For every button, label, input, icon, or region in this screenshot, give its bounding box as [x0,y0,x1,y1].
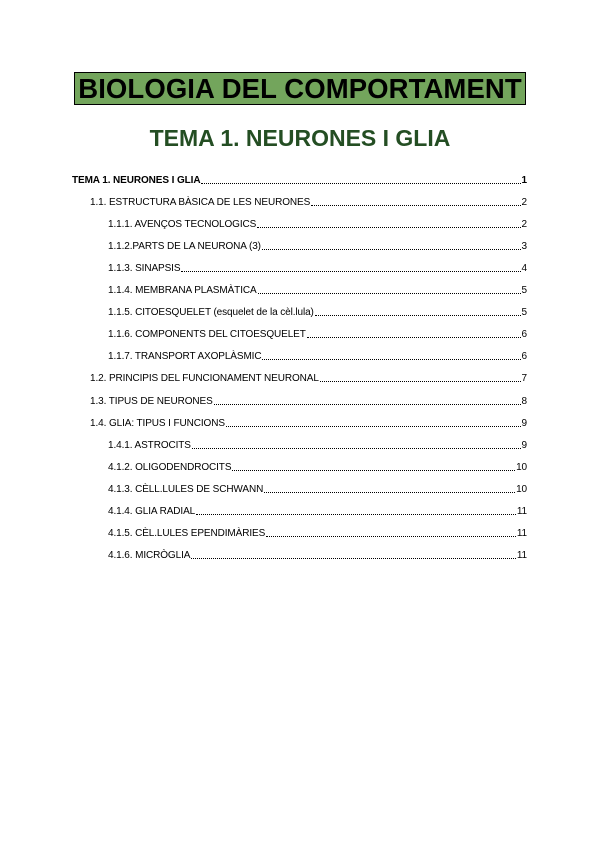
toc-entry-title: 1.1.4. MEMBRANA PLASMÀTICA [108,285,257,297]
toc-entry-page-number: 10 [516,461,527,473]
toc-dot-leader [196,513,516,515]
toc-entry-page-number: 10 [516,483,527,495]
toc-entry[interactable] [108,545,527,567]
toc-entry-title: 4.1.2. OLIGODENDROCITS [108,461,232,473]
toc-entry-page-number: 5 [521,285,527,297]
toc-dot-leader [192,447,521,449]
toc-dot-leader [181,270,520,272]
document-title: BIOLOGIA DEL COMPORTAMENT [74,72,526,105]
document-title-wrapper [0,72,600,105]
toc-entry-page-number: 1 [521,175,527,186]
toc-dot-leader [266,535,516,537]
toc-entry-page-number: 2 [521,197,527,209]
toc-entry[interactable] [108,324,527,346]
toc-entry-title: 1.1.7. TRANSPORT AXOPLÀSMIC [108,351,262,363]
toc-entry[interactable] [108,479,527,501]
toc-dot-leader [191,557,515,559]
toc-entry-title: 1.1. ESTRUCTURA BÀSICA DE LES NEURONES [90,197,311,209]
toc-dot-leader [262,248,521,250]
toc-entry-title: 1.2. PRINCIPIS DEL FUNCIONAMENT NEURONAL [90,373,319,385]
toc-entry-title: 4.1.6. MICRÒGLIA [108,549,191,561]
toc-entry-page-number: 9 [521,417,527,429]
toc-entry-title: 4.1.4. GLIA RADIAL [108,505,196,517]
toc-entry-page-number: 3 [521,241,527,253]
toc-dot-leader [264,491,515,493]
toc-entry[interactable] [108,302,527,324]
toc-entry[interactable] [108,501,527,523]
toc-entry[interactable] [108,258,527,280]
toc-entry-page-number: 4 [521,263,527,275]
toc-dot-leader [311,204,520,206]
toc-entry[interactable] [90,368,527,390]
toc-entry[interactable] [108,457,527,479]
toc-entry-page-number: 2 [521,219,527,231]
toc-entry-title: 1.1.6. COMPONENTS DEL CITOESQUELET [108,329,306,341]
toc-entry[interactable] [90,413,527,435]
toc-entry-title: 1.1.1. AVENÇOS TECNOLOGICS [108,219,257,231]
toc-dot-leader [320,380,521,382]
toc-entry-title: 1.4.1. ASTROCITS [108,439,191,451]
toc-entry[interactable] [90,192,527,214]
toc-dot-leader [232,469,515,471]
toc-entry-page-number: 11 [516,527,527,539]
toc-dot-leader [214,403,521,405]
toc-entry-title: 1.3. TIPUS DE NEURONES [90,395,213,407]
toc-entry-page-number: 9 [521,439,527,451]
toc-entry-title: 4.1.3. CÈLL.LULES DE SCHWANN [108,483,264,495]
toc-entry[interactable] [108,236,527,258]
toc-entry-title: 1.1.2.PARTS DE LA NEURONA (3) [108,241,261,253]
toc-dot-leader [257,226,520,228]
toc-dot-leader [258,292,521,294]
toc-entry[interactable] [108,523,527,545]
toc-dot-leader [201,182,520,184]
toc-entry-page-number: 6 [521,329,527,341]
toc-dot-leader [226,425,521,427]
toc-entry-page-number: 6 [521,351,527,363]
toc-entry-page-number: 11 [516,549,527,561]
toc-entry[interactable] [108,280,527,302]
toc-entry[interactable] [108,435,527,457]
toc-dot-leader [315,314,521,316]
toc-entry-title: 1.1.3. SINAPSIS [108,263,181,275]
chapter-title: TEMA 1. NEURONES I GLIA [149,125,451,151]
toc-dot-leader [307,336,521,338]
toc-dot-leader [262,358,520,360]
toc-entry-title: 1.4. GLIA: TIPUS I FUNCIONS [90,417,225,429]
toc-entry-title: TEMA 1. NEURONES I GLIA [72,175,201,186]
toc-entry-title: 1.1.5. CITOESQUELET (esquelet de la cèl.lula) [108,307,314,319]
toc-entry-page-number: 8 [521,395,527,407]
toc-entry[interactable] [90,391,527,413]
toc-entry[interactable] [108,346,527,368]
toc-entry-title: 4.1.5. CÈL.LULES EPENDIMÀRIES [108,527,266,539]
toc-entry[interactable] [108,214,527,236]
toc-entry[interactable] [72,170,527,192]
toc-entry-page-number: 5 [521,307,527,319]
toc-entry-page-number: 7 [521,373,527,385]
toc-entry-page-number: 11 [516,505,527,517]
